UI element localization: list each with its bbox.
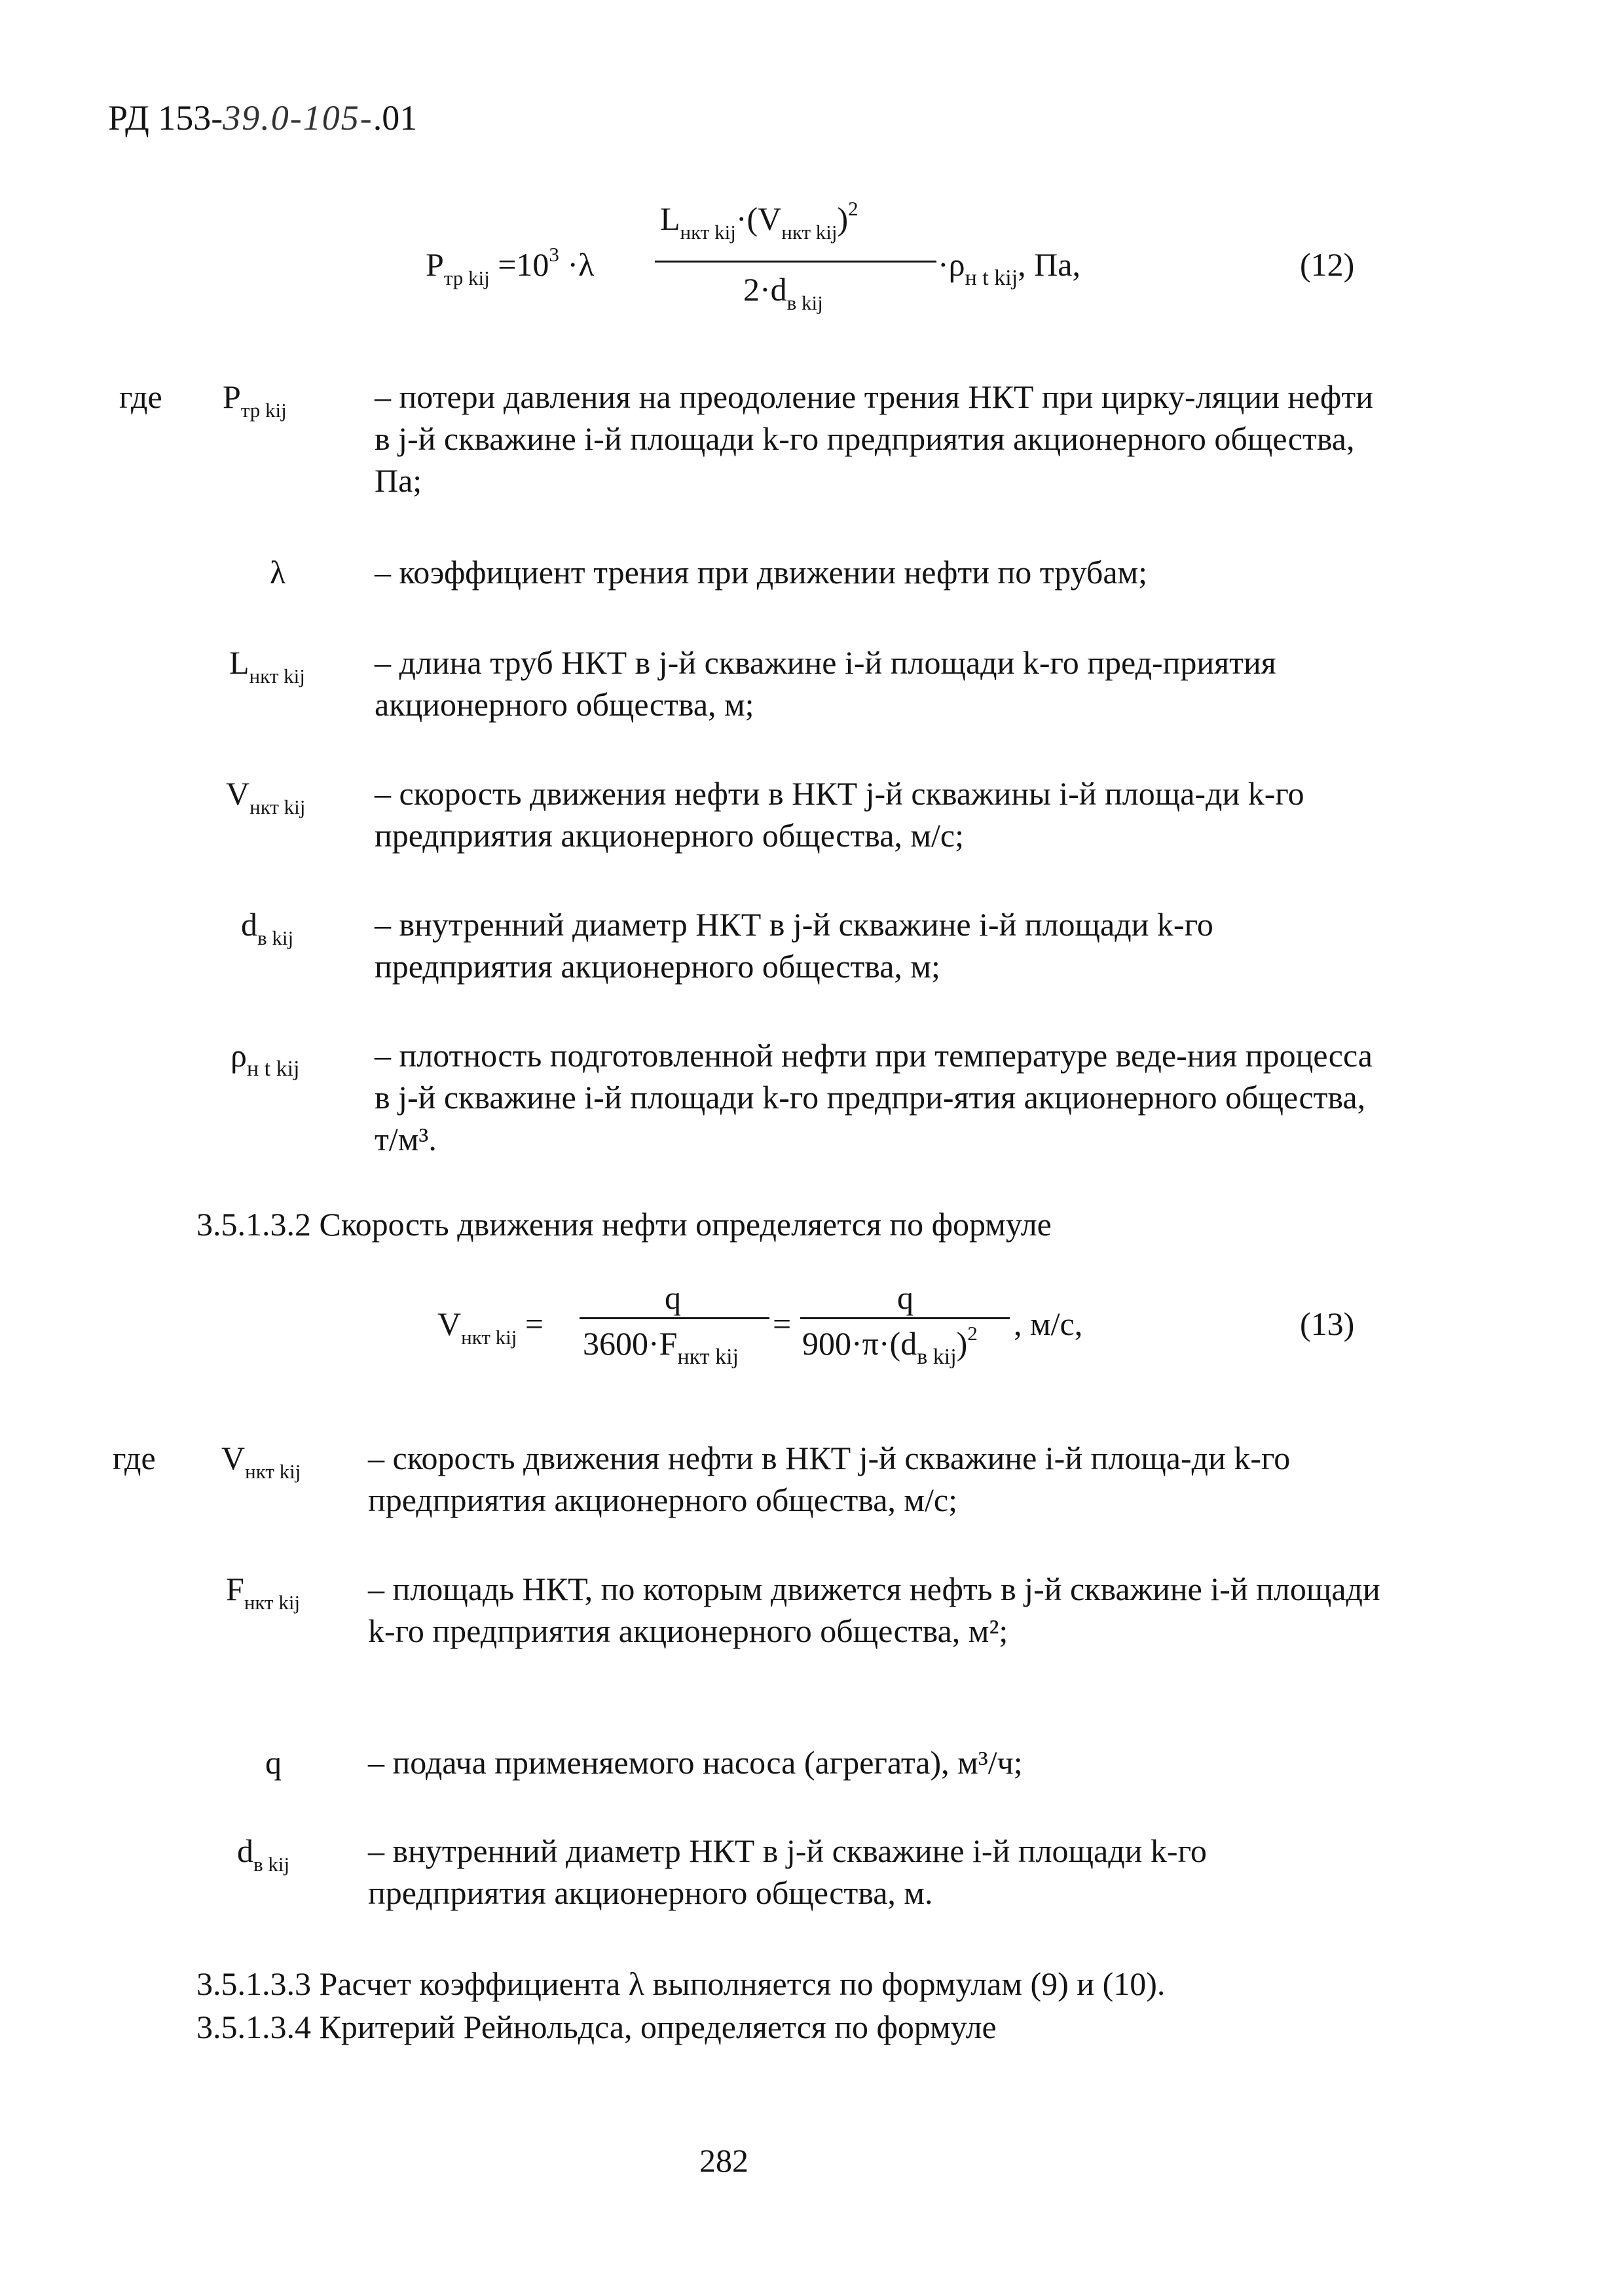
page-number: 282 xyxy=(699,2142,748,2179)
document-code-handwritten: 39.0-105- xyxy=(223,98,373,137)
formula-13-denominator-2: $900\cdot\pi\cdot(d_{в kij})^2$ xyxy=(802,1322,978,1369)
formula-13-numerator-1: q xyxy=(665,1279,681,1316)
def1-symbol-rho: $\rho_{н t kij}$ xyxy=(231,1037,300,1081)
def1-symbol-p: $P_{тр kij}$ xyxy=(223,378,287,422)
def1-symbol-v: $V_{нкт kij}$ xyxy=(226,775,306,818)
formula-13-number: (13) xyxy=(1300,1305,1355,1342)
def2-symbol-v: $V_{нкт kij}$ xyxy=(221,1440,301,1483)
paragraph-3-5-1-3-3: 3.5.1.3.3 Расчет коэффициента λ выполняется по формулам (9) и (10). xyxy=(196,1965,1166,2002)
formula-13-numerator-2: q xyxy=(897,1279,913,1316)
document-code xyxy=(108,97,417,139)
def2-text-q: – подача применяемого насоса (агрегата), м³/ч; xyxy=(368,1744,1023,1781)
def1-text-d: – внутренний диаметр НКТ в j-й скважине i-й площади k-го предприятия акционерного общества, м; xyxy=(375,906,1213,985)
where-label-2: где xyxy=(113,1440,156,1476)
formula-12-denominator: $2\cdot d_{в kij}$ xyxy=(743,271,823,314)
def1-text-l: – длина труб НКТ в j-й скважине i-й площади k-го пред-приятия акционерного общества, м; xyxy=(375,644,1276,723)
def1-symbol-lambda: λ xyxy=(270,554,286,591)
def1-text-p: – потери давления на преодоление трения НКТ при цирку-ляции нефти в j-й скважине i-й площади k-го предприятия акционерного общества, Па; xyxy=(375,378,1373,499)
formula-13-lhs: $V_{нкт kij}$ = xyxy=(437,1305,544,1349)
document-code-suffix: .01 xyxy=(373,98,418,137)
paragraph-3-5-1-3-4: 3.5.1.3.4 Критерий Рейнольдса, определяется по формуле xyxy=(196,2009,997,2045)
def1-text-rho: – плотность подготовленной нефти при температуре веде-ния процесса в j-й скважине i-й площади k-го предпри-ятия акционерного общества, т/м³. xyxy=(375,1037,1373,1157)
document-code-prefix: РД 153- xyxy=(108,98,223,137)
where-label-1: где xyxy=(119,378,162,415)
def1-symbol-l: $L_{нкт kij}$ xyxy=(229,644,305,687)
def2-symbol-d: $d_{в kij}$ xyxy=(237,1832,290,1876)
formula-12-rho: $\cdot\rho_{н t kij}$, Па, xyxy=(938,246,1080,290)
def2-text-f: – площадь НКТ, по которым движется нефть в j-й скважине i-й площади k-го предприятия акционерного общества, м²; xyxy=(368,1571,1380,1649)
def1-text-v: – скорость движения нефти в НКТ j-й скважины i-й площа-ди k-го предприятия акционерного общества, м/с; xyxy=(375,775,1304,854)
formula-12-fraction-bar xyxy=(655,261,936,263)
paragraph-3-5-1-3-2: 3.5.1.3.2 Скорость движения нефти определяется по формуле xyxy=(196,1206,1052,1243)
def1-text-lambda: – коэффициент трения при движении нефти по трубам; xyxy=(375,554,1148,591)
formula-12-numerator: $L_{нкт kij}\cdot(V_{нкт kij})^2$ xyxy=(660,197,858,244)
formula-13-unit: , м/с, xyxy=(1014,1305,1083,1342)
formula-13-eq-2: = xyxy=(773,1305,792,1342)
def1-symbol-d: $d_{в kij}$ xyxy=(241,906,294,949)
def2-symbol-f: $F_{нкт kij}$ xyxy=(226,1571,301,1614)
def2-text-d: – внутренний диаметр НКТ в j-й скважине i-й площади k-го предприятия акционерного общества, м. xyxy=(368,1832,1207,1911)
formula-12-lhs: $Р_{тр kij} =10^3 \cdot\lambda$ xyxy=(426,243,595,289)
def2-text-v: – скорость движения нефти в НКТ j-й скважине i-й площа-ди k-го предприятия акционерного общества, м/с; xyxy=(368,1440,1291,1518)
def2-symbol-q: q xyxy=(265,1744,282,1781)
formula-12-number: (12) xyxy=(1300,246,1355,283)
formula-13-fraction-bar-2 xyxy=(800,1317,1010,1319)
formula-13-fraction-bar-1 xyxy=(580,1317,769,1319)
formula-13-denominator-1: $3600\cdot F_{нкт kij}$ xyxy=(583,1325,739,1369)
